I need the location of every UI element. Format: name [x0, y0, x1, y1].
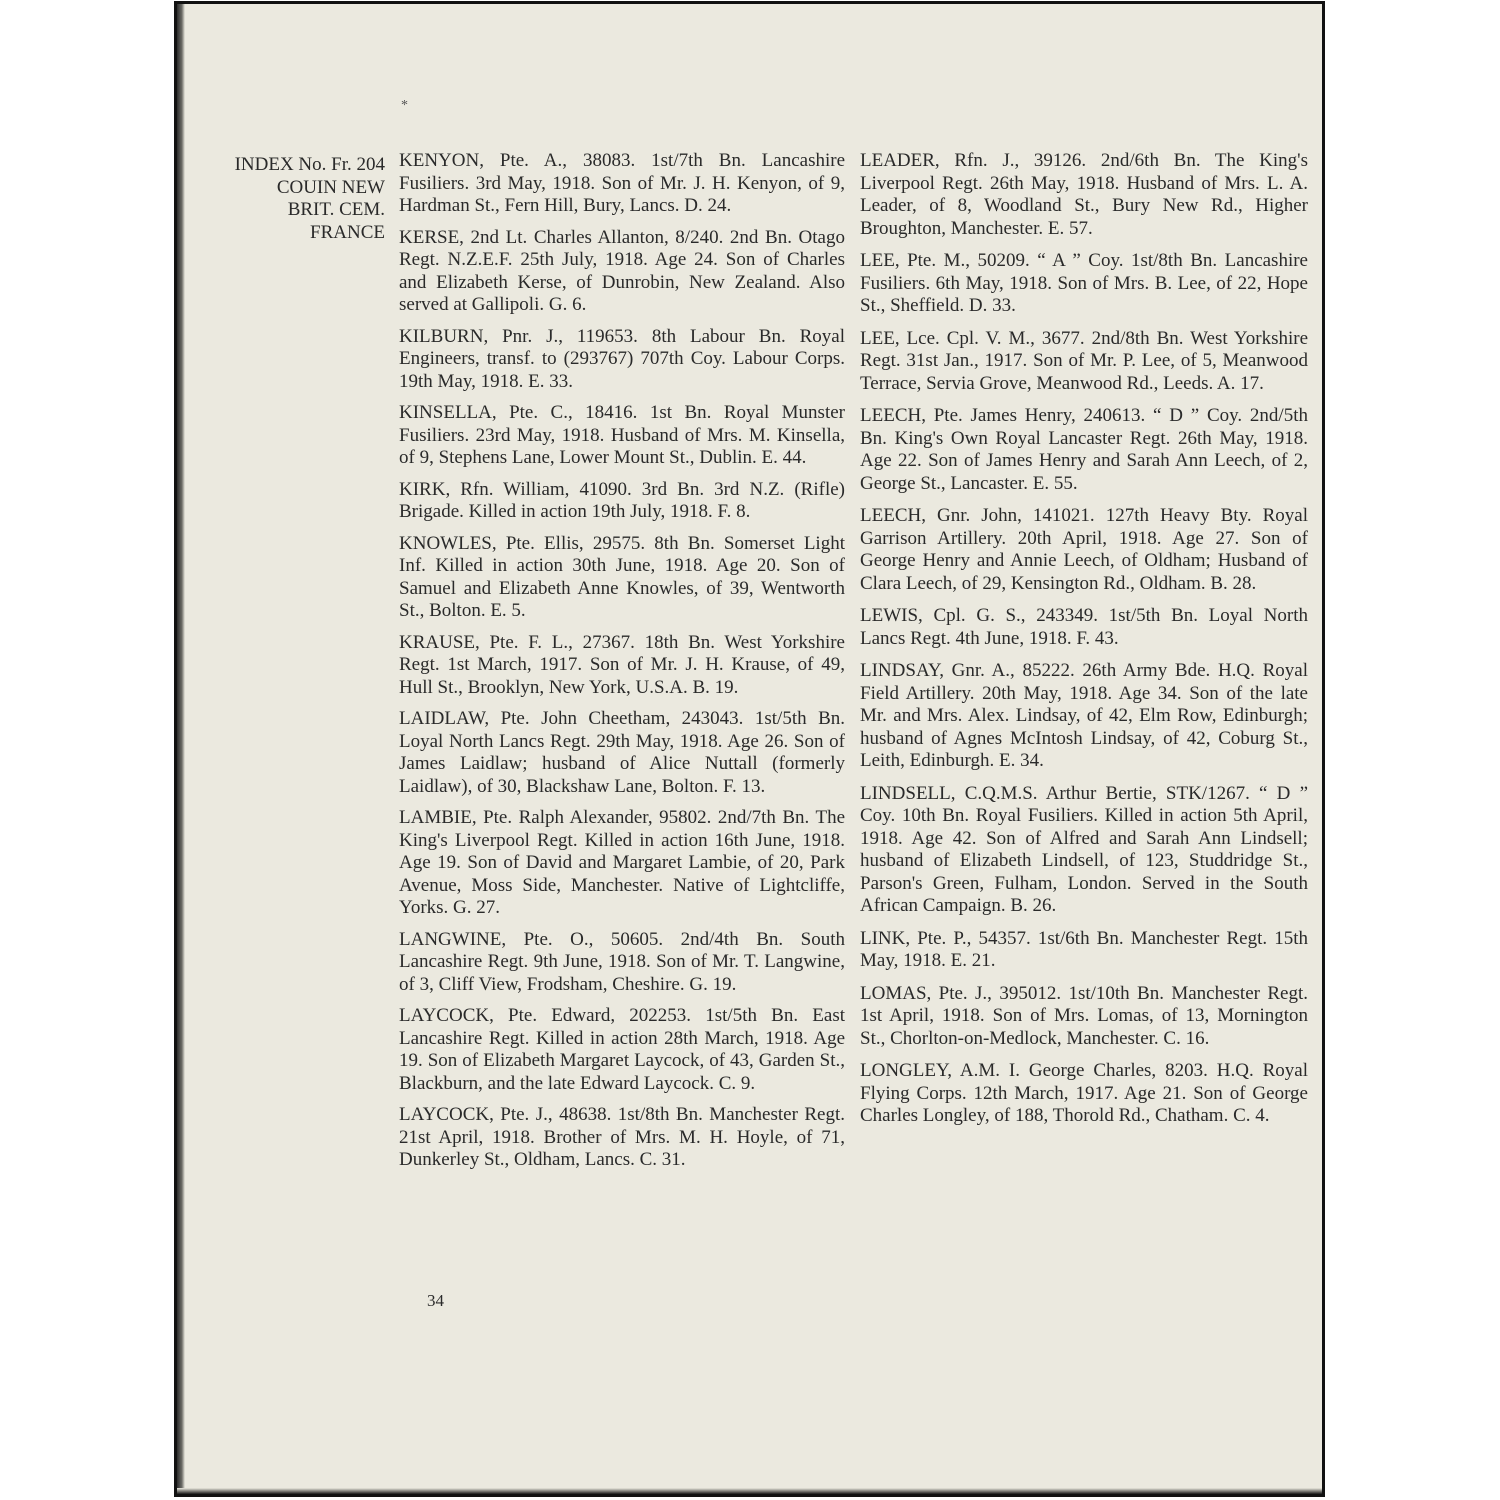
left-column	[399, 150, 845, 1181]
register-entry: LINDSELL, C.Q.M.S. Arthur Bertie, STK/1267. “ D ” Coy. 10th Bn. Royal Fusiliers. Killed in action 5th April, 1918. Age 42. Son of Alfred and Sarah Ann Lindsell; husband of Elizabeth Lindsell, of 123, Studdridge St., Parson's Green, Fulham, London. Served in the South African Campaign. B. 26.	[860, 782, 1308, 916]
index-label	[199, 154, 385, 244]
register-entry: LONGLEY, A.M. I. George Charles, 8203. H.Q. Royal Flying Corps. 12th March, 1917. Age 21. Son of George Charles Longley, of 188, Thorold Rd., Chatham. C. 4.	[860, 1060, 1308, 1126]
register-entry: LANGWINE, Pte. O., 50605. 2nd/4th Bn. South Lancashire Regt. 9th June, 1918. Son of Mr. T. Langwine, of 3, Cliff View, Frodsham, Cheshire. G. 19.	[399, 928, 845, 995]
page-bottom-edge	[177, 1488, 1322, 1494]
register-entry: LEECH, Gnr. John, 141021. 127th Heavy Bty. Royal Garrison Artillery. 20th April, 1918. Age 27. Son of George Henry and Annie Leech, of Oldham; Husband of Clara Leech, of 29, Kensington Rd., Oldham. B. 28.	[860, 505, 1308, 594]
register-entry: KNOWLES, Pte. Ellis, 29575. 8th Bn. Somerset Light Inf. Killed in action 30th June, 1918. Age 20. Son of Samuel and Elizabeth Anne Knowles, of 39, Wentworth St., Bolton. E. 5.	[399, 532, 845, 621]
page-gutter-shadow	[177, 4, 185, 1494]
register-entry: LEWIS, Cpl. G. S., 243349. 1st/5th Bn. Loyal North Lancs Regt. 4th June, 1918. F. 43.	[860, 605, 1308, 649]
register-entry: KRAUSE, Pte. F. L., 27367. 18th Bn. West Yorkshire Regt. 1st March, 1917. Son of Mr. J. H. Krause, of 49, Hull St., Brooklyn, New York, U.S.A. B. 19.	[399, 631, 845, 698]
document-page	[174, 1, 1325, 1497]
register-entry: KINSELLA, Pte. C., 18416. 1st Bn. Royal Munster Fusiliers. 23rd May, 1918. Husband of Mrs. M. Kinsella, of 9, Stephens Lane, Lower Mount St., Dublin. E. 44.	[399, 402, 845, 468]
right-column	[860, 150, 1308, 1138]
register-entry: LEADER, Rfn. J., 39126. 2nd/6th Bn. The King's Liverpool Regt. 26th May, 1918. Husband of Mrs. L. A. Leader, of 8, Woodland St., Bury New Rd., Higher Broughton, Manchester. E. 57.	[860, 150, 1308, 239]
register-entry: LEECH, Pte. James Henry, 240613. “ D ” Coy. 2nd/5th Bn. King's Own Royal Lancaster Regt. 26th May, 1918. Age 22. Son of James Henry and Sarah Ann Leech, of 2, George St., Lancaster. E. 55.	[860, 405, 1308, 494]
index-number: INDEX No. Fr. 204	[234, 154, 385, 175]
register-entry: LEE, Lce. Cpl. V. M., 3677. 2nd/8th Bn. West Yorkshire Regt. 31st Jan., 1917. Son of Mr. P. Lee, of 5, Meanwood Terrace, Servia Grove, Meanwood Rd., Leeds. A. 17.	[860, 327, 1308, 394]
register-entry: KILBURN, Pnr. J., 119653. 8th Labour Bn. Royal Engineers, transf. to (293767) 707th Coy. Labour Corps. 19th May, 1918. E. 33.	[399, 325, 845, 392]
cemetery-country: FRANCE	[310, 221, 385, 243]
cemetery-name-line-1: COUIN NEW	[276, 176, 385, 198]
register-entry: LEE, Pte. M., 50209. “ A ” Coy. 1st/8th Bn. Lancashire Fusiliers. 6th May, 1918. Son of Mrs. B. Lee, of 22, Hope St., Sheffield. D. 33.	[860, 250, 1308, 316]
top-mark: *	[401, 98, 408, 113]
register-entry: LAIDLAW, Pte. John Cheetham, 243043. 1st/5th Bn. Loyal North Lancs Regt. 29th May, 1918. Age 26. Son of James Laidlaw; husband of Alice Nuttall (formerly Laidlaw), of 30, Blackshaw Lane, Bolton. F. 13.	[399, 708, 845, 797]
register-entry: LAYCOCK, Pte. Edward, 202253. 1st/5th Bn. East Lancashire Regt. Killed in action 28th March, 1918. Age 19. Son of Elizabeth Margaret Laycock, of 43, Garden St., Blackburn, and the late Edward Laycock. C. 9.	[399, 1005, 845, 1094]
page-number: 34	[427, 1291, 444, 1310]
register-entry: KENYON, Pte. A., 38083. 1st/7th Bn. Lancashire Fusiliers. 3rd May, 1918. Son of Mr. J. H. Kenyon, of 9, Hardman St., Fern Hill, Bury, Lancs. D. 24.	[399, 150, 845, 216]
register-entry: LOMAS, Pte. J., 395012. 1st/10th Bn. Manchester Regt. 1st April, 1918. Son of Mrs. Lomas, of 13, Mornington St., Chorlton-on-Medlock, Manchester. C. 16.	[860, 982, 1308, 1049]
register-entry: LAMBIE, Pte. Ralph Alexander, 95802. 2nd/7th Bn. The King's Liverpool Regt. Killed in action 16th June, 1918. Age 19. Son of David and Margaret Lambie, of 20, Park Avenue, Moss Side, Manchester. Native of Lightcliffe, Yorks. G. 27.	[399, 807, 845, 918]
register-entry: LINDSAY, Gnr. A., 85222. 26th Army Bde. H.Q. Royal Field Artillery. 20th May, 1918. Age 34. Son of the late Mr. and Mrs. Alex. Lindsay, of 42, Elm Row, Edinburgh; husband of Agnes McIntosh Lindsay, of 42, Coburg St., Leith, Edinburgh. E. 34.	[860, 660, 1308, 771]
register-entry: KIRK, Rfn. William, 41090. 3rd Bn. 3rd N.Z. (Rifle) Brigade. Killed in action 19th July, 1918. F. 8.	[399, 478, 845, 522]
cemetery-name-line-2: BRIT. CEM.	[287, 199, 385, 220]
register-entry: KERSE, 2nd Lt. Charles Allanton, 8/240. 2nd Bn. Otago Regt. N.Z.E.F. 25th July, 1918. Age 24. Son of Charles and Elizabeth Kerse, of Dunrobin, New Zealand. Also served at Gallipoli. G. 6.	[399, 226, 845, 315]
register-entry: LAYCOCK, Pte. J., 48638. 1st/8th Bn. Manchester Regt. 21st April, 1918. Brother of Mrs. M. H. Hoyle, of 71, Dunkerley St., Oldham, Lancs. C. 31.	[399, 1104, 845, 1170]
register-entry: LINK, Pte. P., 54357. 1st/6th Bn. Manchester Regt. 15th May, 1918. E. 21.	[860, 927, 1308, 971]
